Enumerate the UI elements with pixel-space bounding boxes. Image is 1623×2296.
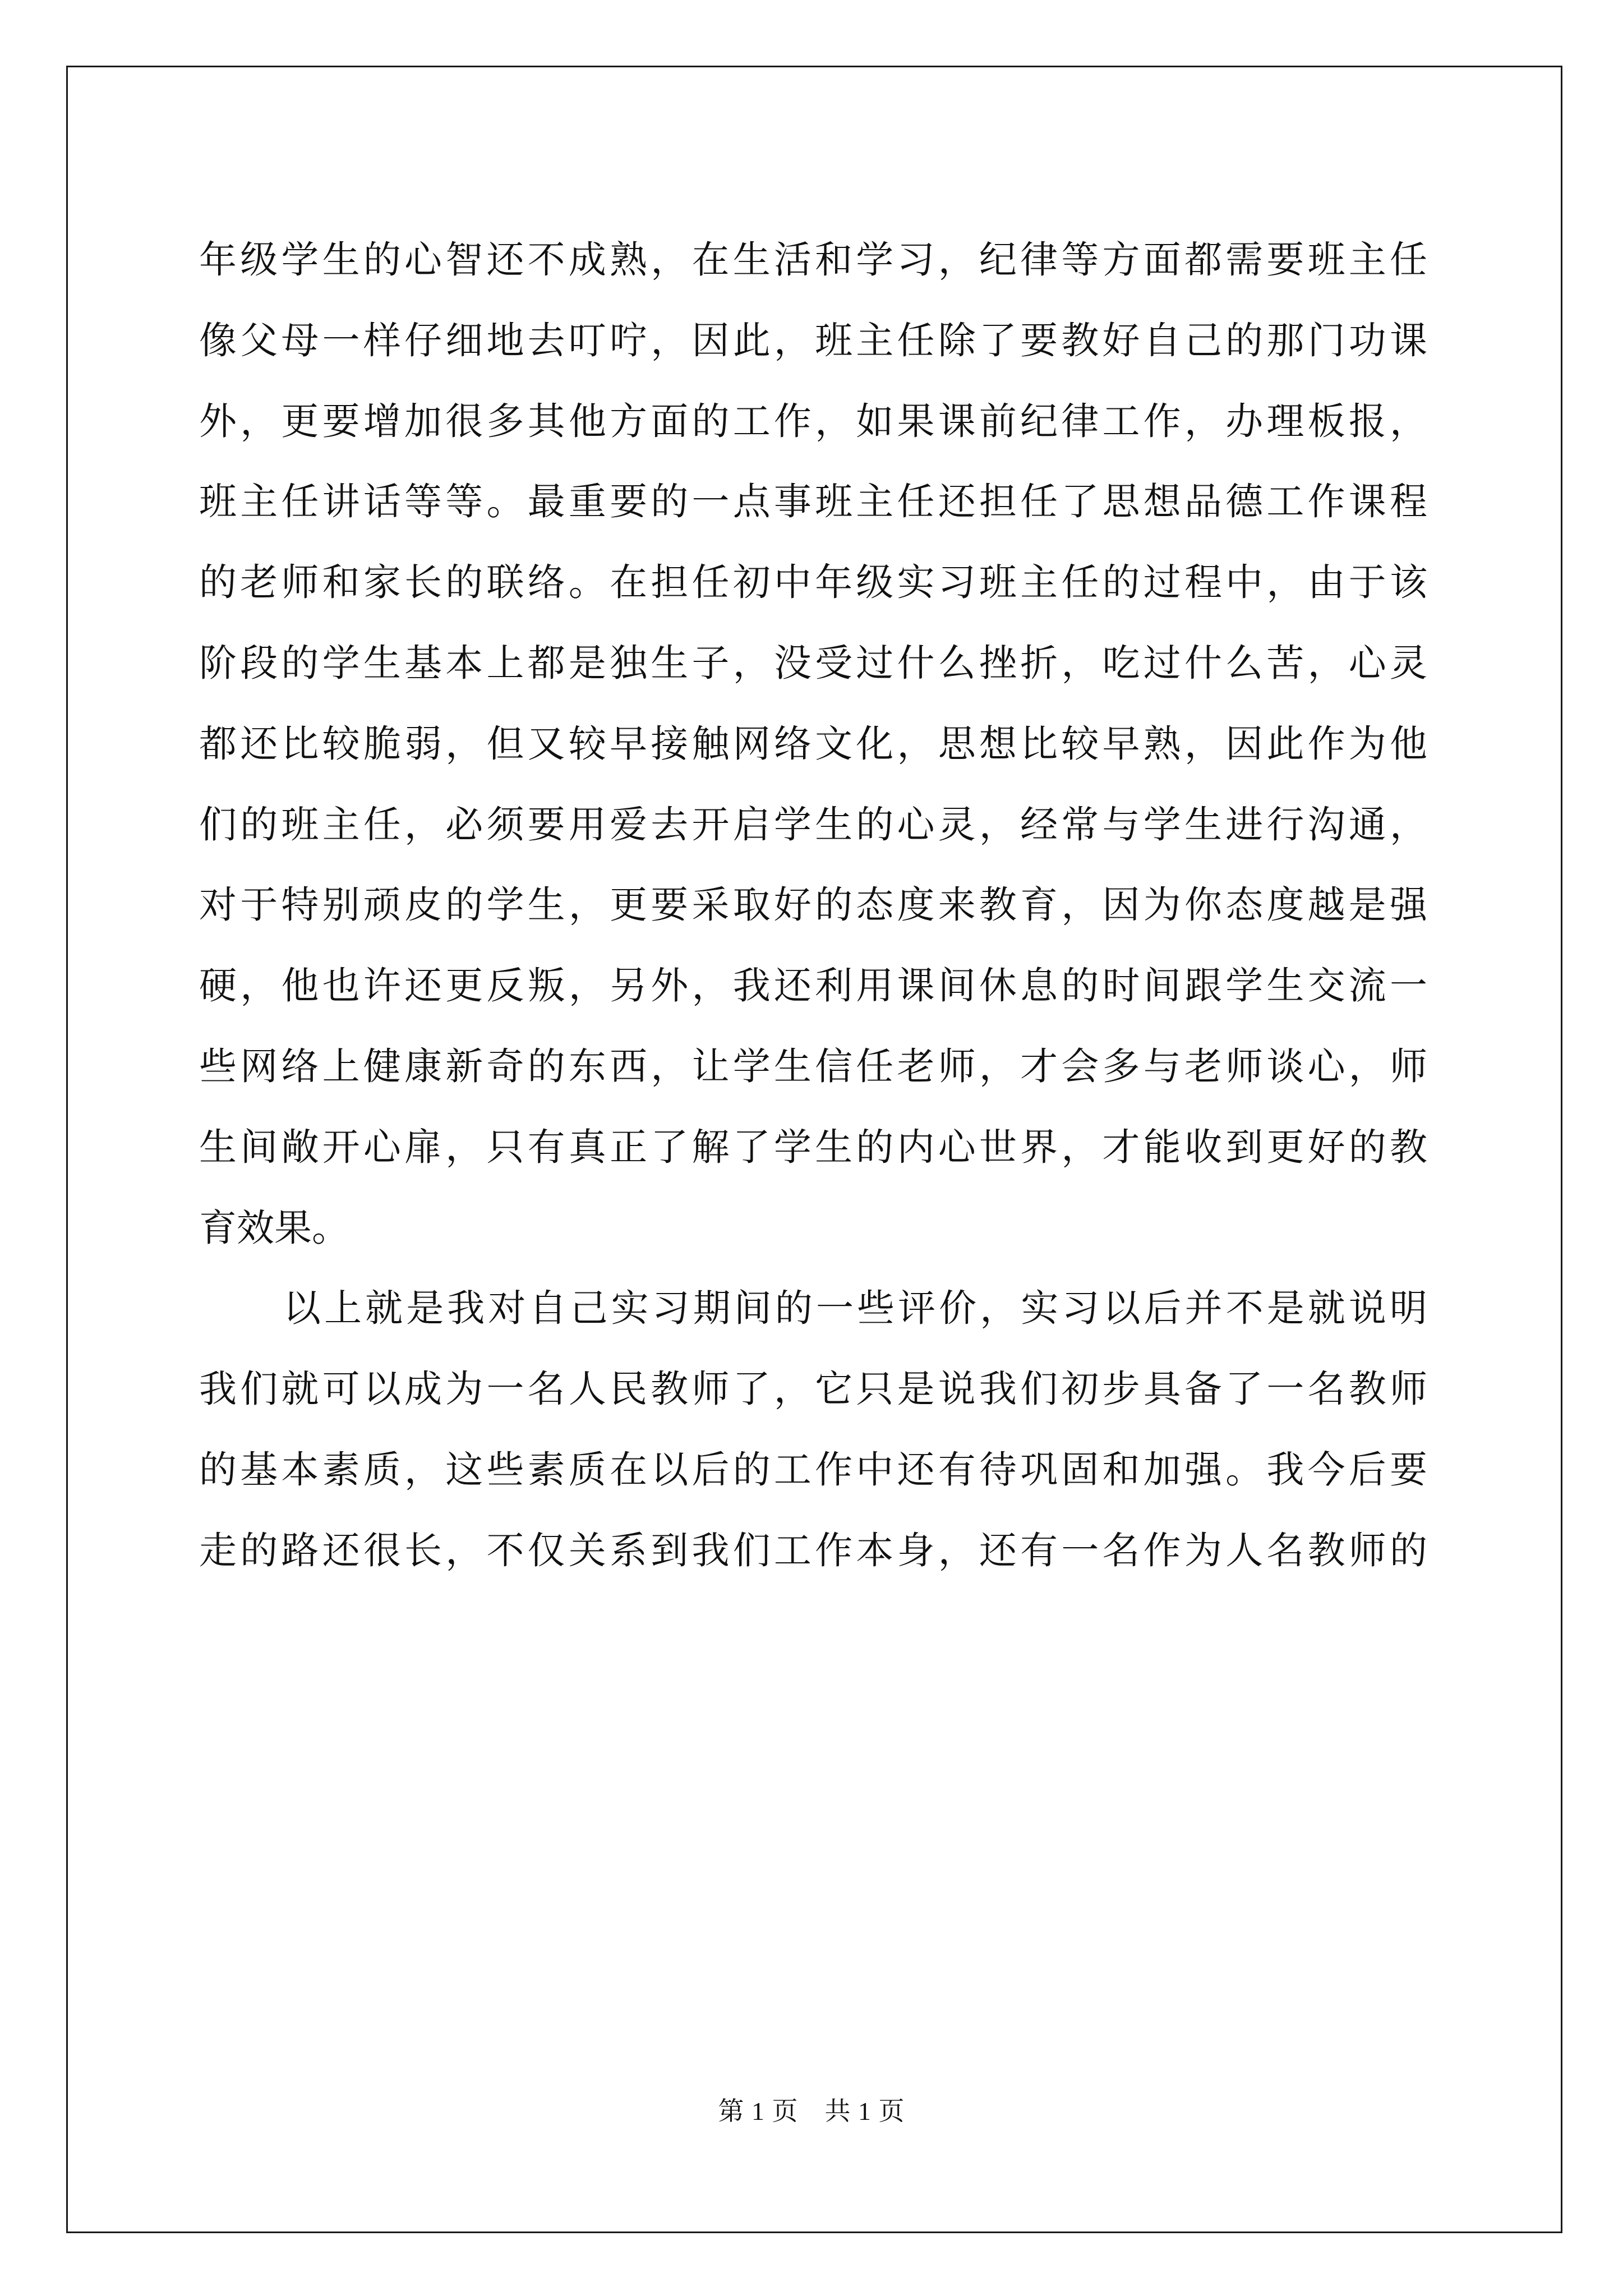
text-line: 生间敞开心扉，只有真正了解了学生的内心世界，才能收到更好的教 xyxy=(199,1125,1427,1169)
text-line: 班主任讲话等等。最重要的一点事班主任还担任了思想品德工作课程 xyxy=(199,480,1427,524)
text-line: 我们就可以成为一名人民教师了，它只是说我们初步具备了一名教师 xyxy=(199,1367,1427,1411)
page-number-footer: 第 1 页 共 1 页 xyxy=(718,2097,905,2125)
text-line: 以上就是我对自己实习期间的一些评价，实习以后并不是就说明 xyxy=(283,1286,1427,1331)
paragraph-2 xyxy=(199,1268,1427,1591)
text-line: 外，更要增加很多其他方面的工作，如果课前纪律工作，办理板报， xyxy=(199,399,1427,443)
paragraph-1 xyxy=(199,220,1427,1268)
text-line: 走的路还很长，不仅关系到我们工作本身，还有一名作为人名教师的 xyxy=(199,1528,1427,1572)
text-line: 像父母一样仔细地去叮咛，因此，班主任除了要教好自己的那门功课 xyxy=(199,318,1427,362)
text-line: 硬，他也许还更反叛，另外，我还利用课间休息的时间跟学生交流一 xyxy=(199,964,1427,1008)
text-line: 育效果。 xyxy=(199,1205,349,1250)
text-line: 的老师和家长的联络。在担任初中年级实习班主任的过程中，由于该 xyxy=(199,560,1427,605)
text-line: 都还比较脆弱，但又较早接触网络文化，思想比较早熟，因此作为他 xyxy=(199,721,1427,766)
text-line: 年级学生的心智还不成熟，在生活和学习，纪律等方面都需要班主任 xyxy=(199,238,1427,282)
text-line: 的基本素质，这些素质在以后的工作中还有待巩固和加强。我今后要 xyxy=(199,1447,1427,1492)
document-body xyxy=(199,220,1427,1591)
text-line: 们的班主任，必须要用爱去开启学生的心灵，经常与学生进行沟通， xyxy=(199,802,1427,846)
text-line: 些网络上健康新奇的东西，让学生信任老师，才会多与老师谈心，师 xyxy=(199,1044,1427,1088)
text-line: 阶段的学生基本上都是独生子，没受过什么挫折，吃过什么苦，心灵 xyxy=(199,641,1427,685)
text-line: 对于特别顽皮的学生，更要采取好的态度来教育，因为你态度越是强 xyxy=(199,883,1427,927)
